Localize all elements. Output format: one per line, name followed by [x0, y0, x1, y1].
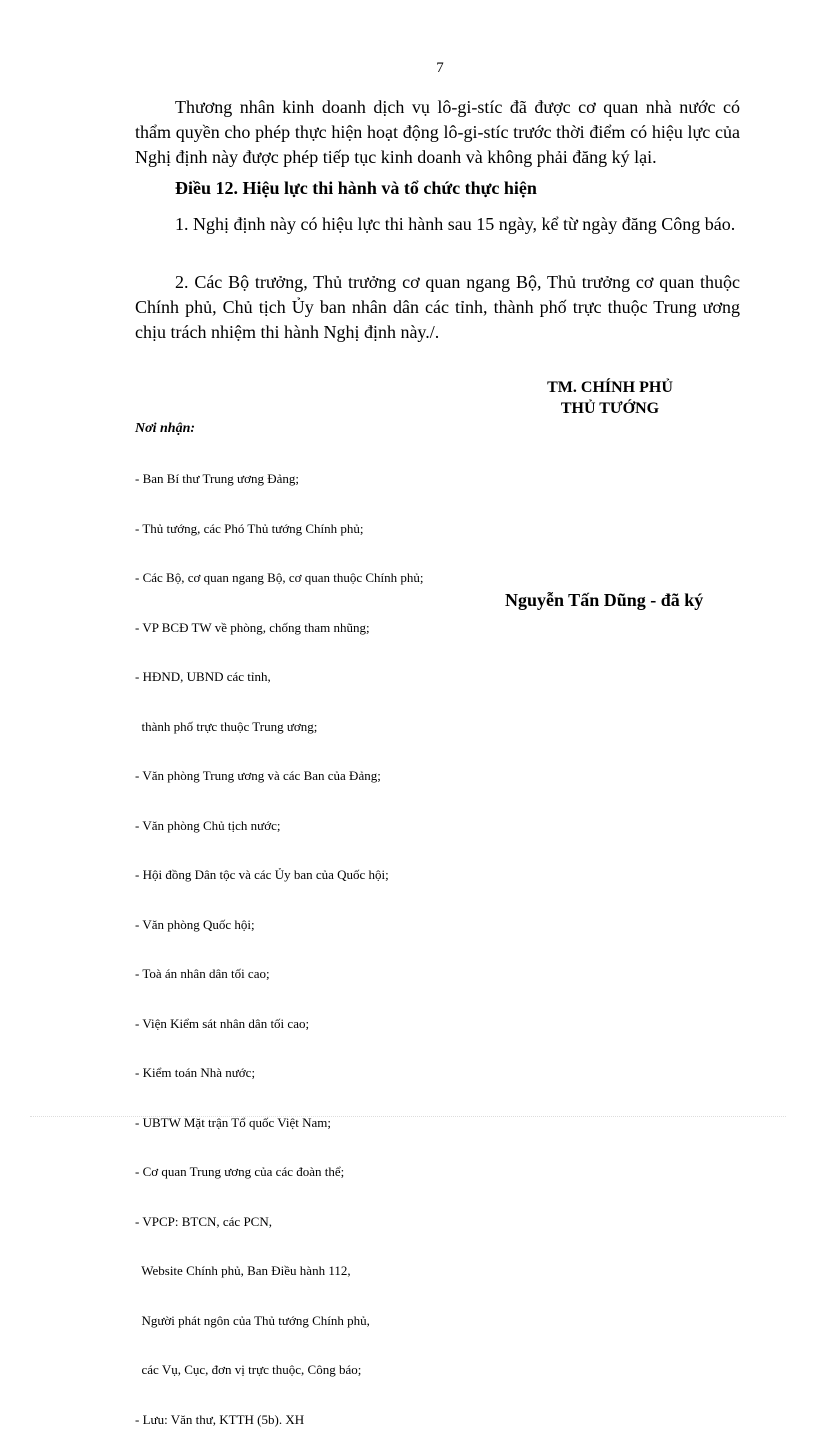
clause-1-paragraph: 1. Nghị định này có hiệu lực thi hành sau 15 ngày, kể từ ngày đăng Công báo.	[175, 214, 736, 234]
signer-name: Nguyễn Tấn Dũng - đã ký	[505, 590, 704, 610]
signature-on-behalf: TM. CHÍNH PHỦ	[547, 379, 673, 396]
clause-2-paragraph: 2. Các Bộ trưởng, Thủ trưởng cơ quan ngang Bộ, Thủ trưởng cơ quan thuộc Chính phủ, Chủ tịch Ủy ban nhân dân các tỉnh, thành phố trực thuộc Trung ương chịu trách nhiệm thi hành Nghị định này./.	[135, 272, 740, 342]
recipients-title: Nơi nhận:	[135, 421, 196, 436]
recipient-item: - Các Bộ, cơ quan ngang Bộ, cơ quan thuộc Chính phủ;	[135, 570, 424, 585]
signature-position: THỦ TƯỚNG	[560, 400, 660, 417]
recipient-item: - VP BCĐ TW về phòng, chống tham nhũng;	[135, 619, 370, 635]
recipient-item: - Văn phòng Trung ương và các Ban của Đảng;	[135, 768, 381, 783]
recipient-item: Website Chính phủ, Ban Điều hành 112,	[135, 1263, 351, 1278]
recipient-item: - Lưu: Văn thư, KTTH (5b). XH	[135, 1411, 305, 1427]
recipient-item: - Thủ tướng, các Phó Thủ tướng Chính phủ;	[135, 520, 364, 536]
recipient-item: - Toà án nhân dân tối cao;	[135, 966, 270, 981]
recipient-item: - Văn phòng Quốc hội;	[135, 916, 255, 932]
recipients-list	[135, 438, 495, 1445]
recipient-item: - Ban Bí thư Trung ương Đảng;	[135, 471, 299, 486]
recipient-item: Người phát ngôn của Thủ tướng Chính phủ,	[135, 1312, 370, 1328]
recipient-item: - Viện Kiểm sát nhân dân tối cao;	[135, 1015, 310, 1031]
transition-paragraph: Thương nhân kinh doanh dịch vụ lô-gi-stíc đã được cơ quan nhà nước có thẩm quyền cho phép thực hiện hoạt động lô-gi-stíc trước thời điểm có hiệu lực của Nghị định này được phép tiếp tục kinh doanh và không phải đăng ký lại.	[135, 97, 740, 167]
recipient-item: - Văn phòng Chủ tịch nước;	[135, 817, 281, 833]
page-bottom-divider	[30, 1116, 786, 1117]
recipient-item: - UBTW Mặt trận Tổ quốc Việt Nam;	[135, 1114, 331, 1130]
recipient-item: - Kiểm toán Nhà nước;	[135, 1065, 256, 1080]
recipient-item: - Hội đồng Dân tộc và các Ủy ban của Quốc hội;	[135, 867, 389, 882]
signature-block	[500, 377, 720, 419]
recipient-item: - VPCP: BTCN, các PCN,	[135, 1213, 272, 1229]
recipient-item: - HĐND, UBND các tỉnh,	[135, 669, 271, 684]
recipient-item: - Cơ quan Trung ương của các đoàn thể;	[135, 1164, 345, 1179]
page-number: 7	[436, 60, 444, 76]
recipient-item: thành phố trực thuộc Trung ương;	[135, 718, 318, 734]
article-12-heading: Điều 12. Hiệu lực thi hành và tổ chức thực hiện	[175, 178, 537, 198]
recipient-item: các Vụ, Cục, đơn vị trực thuộc, Công báo;	[135, 1362, 362, 1377]
